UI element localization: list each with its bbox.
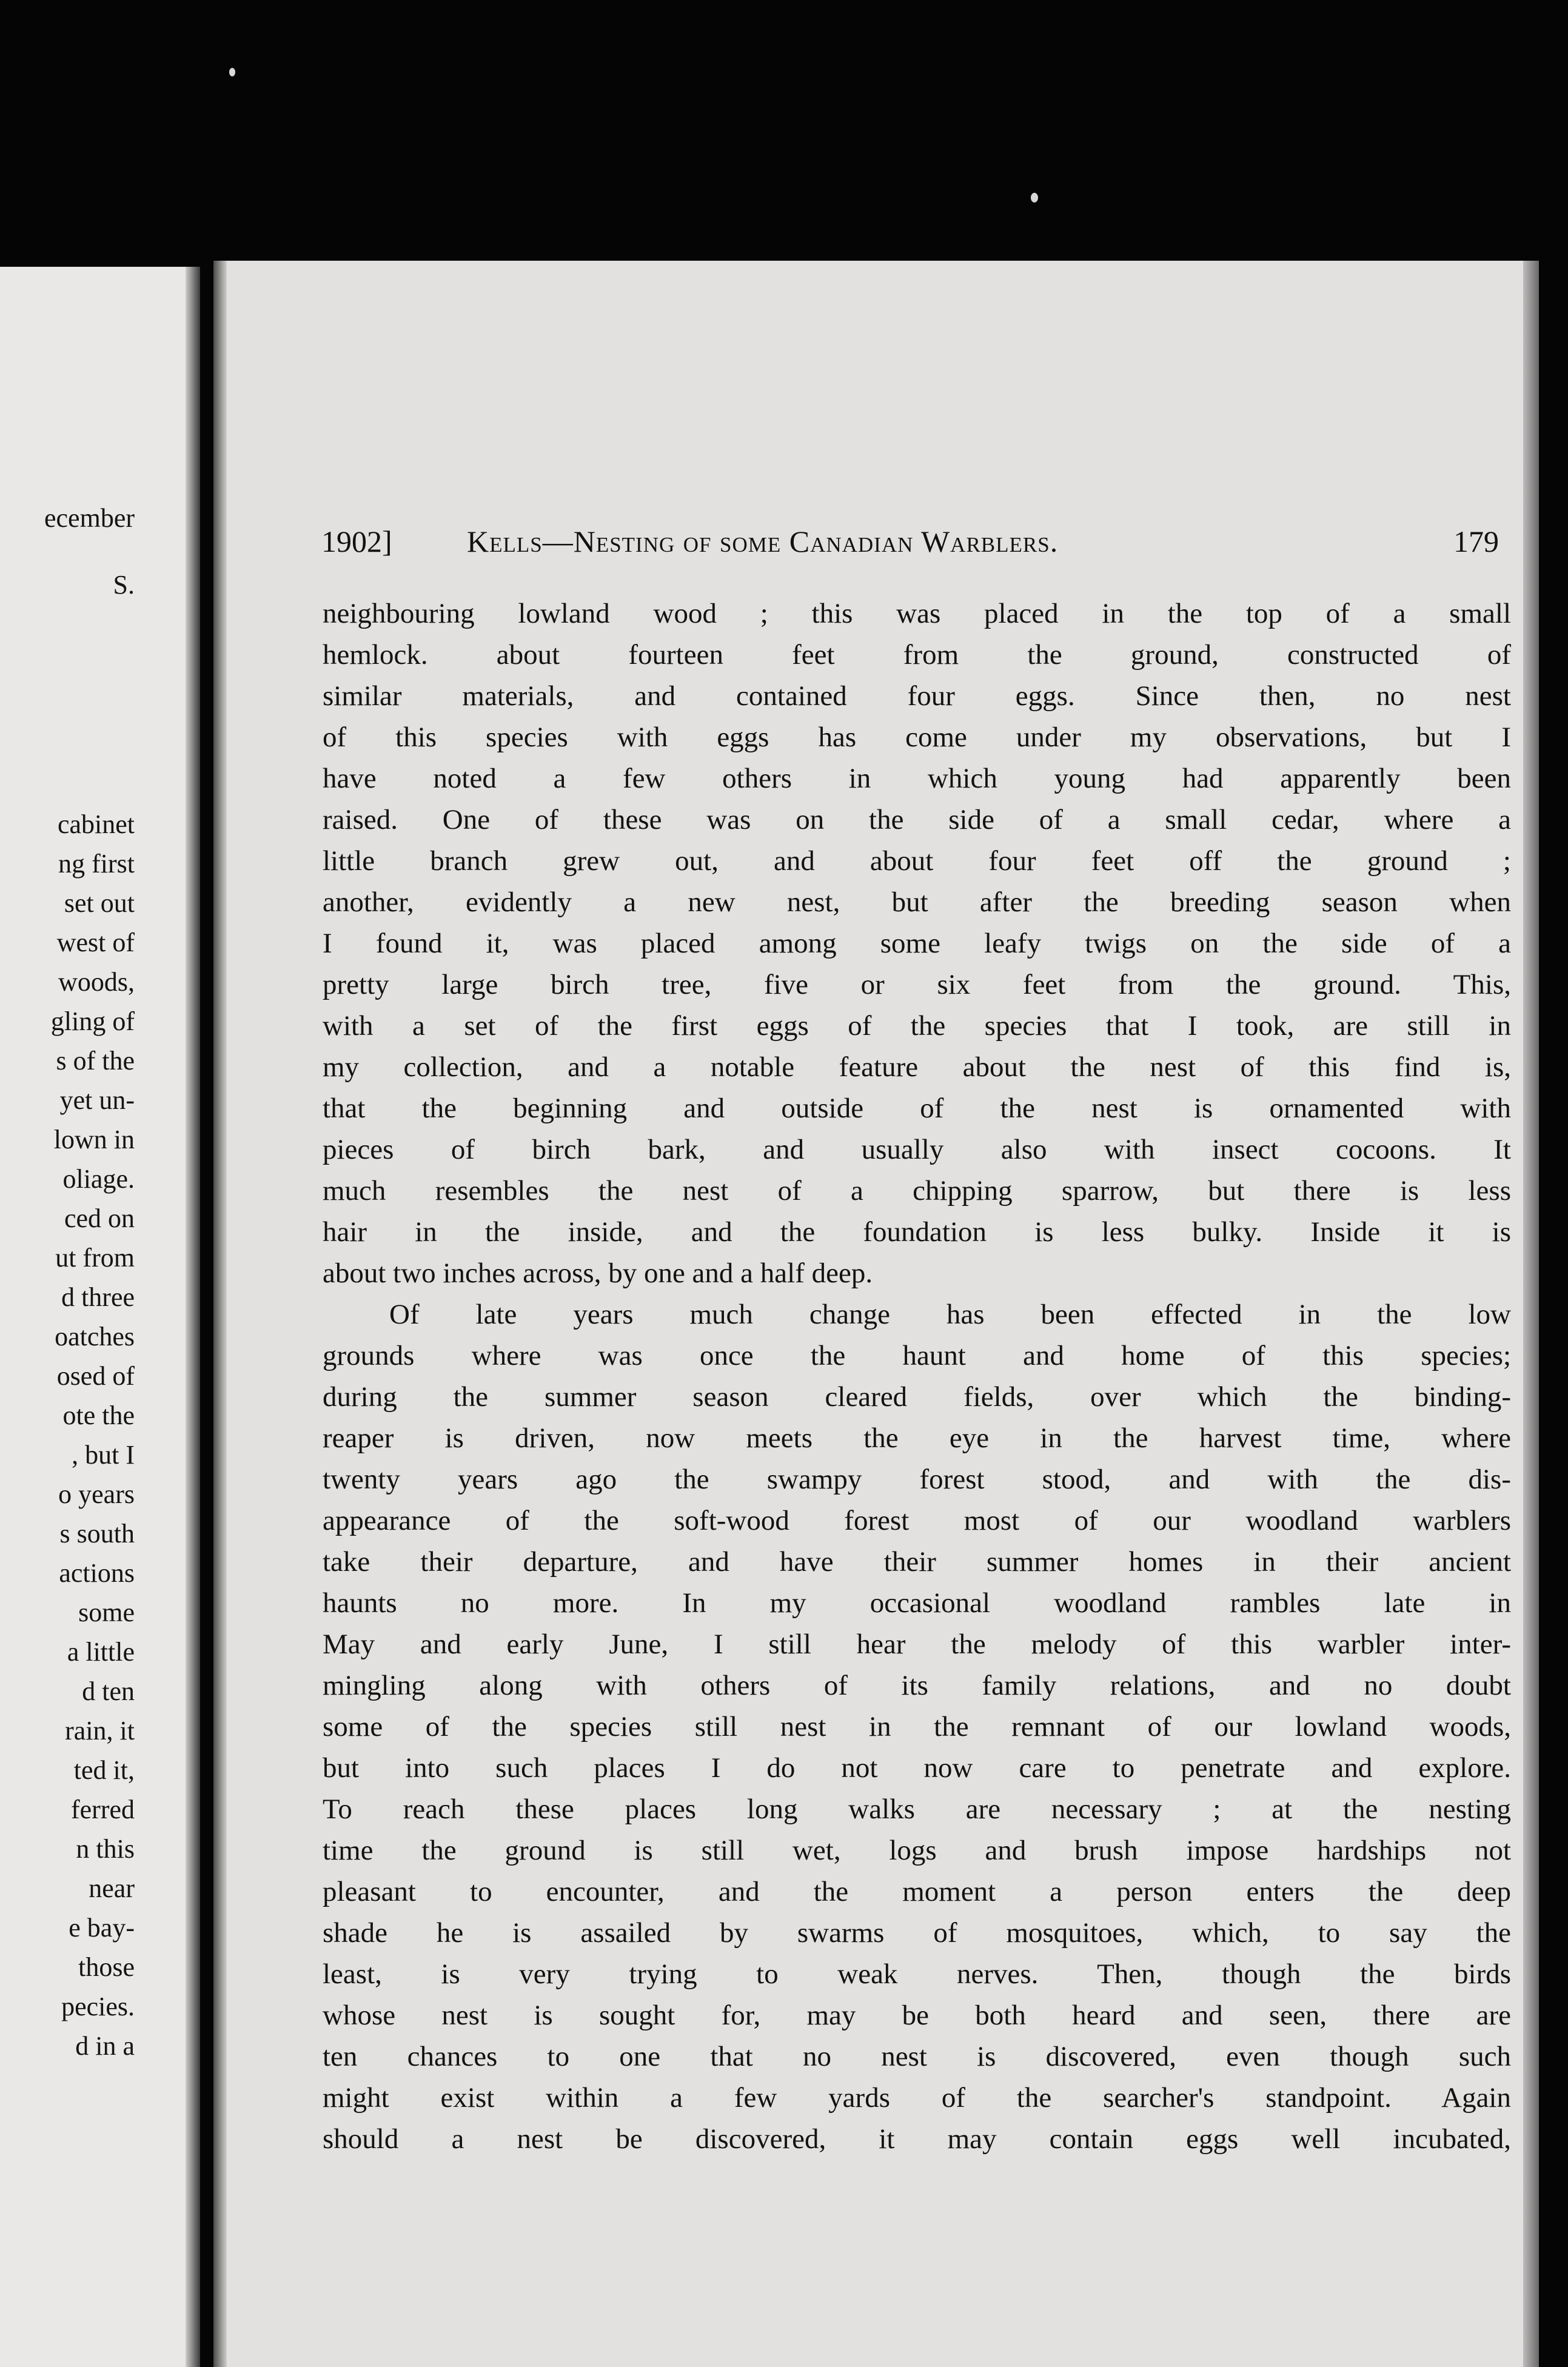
- previous-page-line: S.: [113, 570, 135, 600]
- text-line: grounds where was once the haunt and home of this species;: [323, 1340, 1511, 1371]
- running-header: [321, 520, 1499, 563]
- page-gutter: [186, 267, 200, 2367]
- previous-page-line: some: [78, 1598, 135, 1627]
- previous-page-line: d in a: [75, 2031, 135, 2061]
- page-left-edge: [213, 261, 227, 2367]
- text-line: should a nest be discovered, it may contain eggs well incubated,: [323, 2123, 1511, 2155]
- text-line: I found it, was placed among some leafy twigs on the side of a: [323, 928, 1511, 959]
- text-line: have noted a few others in which young had apparently been: [323, 763, 1511, 794]
- text-line: but into such places I do not now care to penetrate and explore.: [323, 1752, 1511, 1784]
- previous-page-line: s south: [59, 1519, 135, 1548]
- previous-page-line: d ten: [82, 1676, 135, 1706]
- text-line: with a set of the first eggs of the species that I took, are still in: [323, 1010, 1511, 1042]
- previous-page-line: n this: [76, 1834, 135, 1864]
- text-line: little branch grew out, and about four feet off the ground ;: [323, 845, 1511, 877]
- text-line: whose nest is sought for, may be both heard and seen, there are: [323, 2000, 1511, 2031]
- body-text: [323, 593, 1511, 2160]
- previous-page-line: d three: [61, 1282, 135, 1312]
- previous-page-line: osed of: [56, 1361, 135, 1391]
- text-line: much resembles the nest of a chipping sparrow, but there is less: [323, 1175, 1511, 1207]
- previous-page-line: yet un-: [59, 1085, 135, 1115]
- text-line: that the beginning and outside of the nest is ornamented with: [323, 1093, 1511, 1124]
- previous-page-line: actions: [59, 1558, 135, 1588]
- text-line: least, is very trying to weak nerves. Then, though the birds: [323, 1958, 1511, 1990]
- previous-page-line: oatches: [55, 1322, 135, 1351]
- page-number: 179: [1453, 524, 1499, 558]
- previous-page-line: ng first: [58, 849, 135, 879]
- page-right-edge: [1523, 261, 1539, 2367]
- previous-page-line: lown in: [53, 1125, 135, 1154]
- dust-speck: [229, 68, 235, 76]
- text-line: raised. One of these was on the side of a small cedar, where a: [323, 804, 1511, 835]
- text-line: twenty years ago the swampy forest stood, and with the dis-: [323, 1464, 1511, 1495]
- text-line: ten chances to one that no nest is discovered, even though such: [323, 2041, 1511, 2072]
- text-line: time the ground is still wet, logs and brush impose hardships not: [323, 1835, 1511, 1866]
- previous-page-line: a little: [67, 1637, 135, 1667]
- header-title: Kells—Nesting of some Canadian Warblers.: [467, 524, 1059, 558]
- header-year: 1902]: [321, 524, 392, 558]
- text-line: mingling along with others of its family relations, and no doubt: [323, 1670, 1511, 1701]
- previous-page-line: rain, it: [65, 1716, 135, 1746]
- text-line: pleasant to encounter, and the moment a person enters the deep: [323, 1876, 1511, 1907]
- previous-page-line: e bay-: [69, 1913, 135, 1943]
- text-line: Of late years much change has been effected in the low: [389, 1299, 1511, 1330]
- previous-page-line: o years: [58, 1479, 135, 1509]
- previous-page-line: , but I: [72, 1440, 135, 1470]
- text-line: shade he is assailed by swarms of mosquitoes, which, to say the: [323, 1917, 1511, 1949]
- text-line: reaper is driven, now meets the eye in the harvest time, where: [323, 1422, 1511, 1454]
- text-line: To reach these places long walks are necessary ; at the nesting: [323, 1793, 1511, 1825]
- text-line: hair in the inside, and the foundation is less bulky. Inside it is: [323, 1216, 1511, 1248]
- previous-page-line: s of the: [56, 1046, 135, 1076]
- previous-page-line: ut from: [55, 1243, 135, 1273]
- previous-page-line: those: [78, 1952, 135, 1982]
- previous-page-line: cabinet: [57, 809, 135, 839]
- dust-speck: [1031, 193, 1038, 203]
- previous-page-line: ote the: [62, 1401, 135, 1430]
- text-line: May and early June, I still hear the melody of this warbler inter-: [323, 1629, 1511, 1660]
- text-line: during the summer season cleared fields, over which the binding-: [323, 1381, 1511, 1413]
- text-line: of this species with eggs has come under my observations, but I: [323, 721, 1511, 753]
- text-line: pieces of birch bark, and usually also with insect cocoons. It: [323, 1134, 1511, 1165]
- previous-page-line: pecies.: [61, 1992, 135, 2021]
- previous-page-line: ced on: [64, 1204, 135, 1233]
- text-line: similar materials, and contained four eggs. Since then, no nest: [323, 680, 1511, 712]
- previous-page-line: west of: [56, 928, 135, 957]
- previous-page-line: ted it,: [73, 1755, 135, 1785]
- previous-page-line: ecember: [44, 503, 135, 533]
- text-line: my collection, and a notable feature about the nest of this find is,: [323, 1051, 1511, 1083]
- previous-page-line: gling of: [50, 1006, 135, 1036]
- previous-page-line: woods,: [58, 967, 135, 997]
- previous-page-line: set out: [64, 888, 135, 918]
- text-line: some of the species still nest in the remnant of our lowland woods,: [323, 1711, 1511, 1743]
- previous-page-line: near: [89, 1873, 135, 1903]
- text-line: haunts no more. In my occasional woodland rambles late in: [323, 1587, 1511, 1619]
- text-line: pretty large birch tree, five or six feet from the ground. This,: [323, 969, 1511, 1000]
- previous-page-line: ferred: [70, 1795, 135, 1824]
- text-line: take their departure, and have their summer homes in their ancient: [323, 1546, 1511, 1578]
- text-line: might exist within a few yards of the searcher's standpoint. Again: [323, 2082, 1511, 2114]
- text-line: appearance of the soft-wood forest most of our woodland warblers: [323, 1505, 1511, 1536]
- text-line: hemlock. about fourteen feet from the ground, constructed of: [323, 639, 1511, 671]
- current-page: [213, 261, 1539, 2367]
- text-line: about two inches across, by one and a half deep.: [323, 1257, 873, 1289]
- text-line: another, evidently a new nest, but after the breeding season when: [323, 886, 1511, 918]
- text-line: neighbouring lowland wood ; this was placed in the top of a small: [323, 598, 1511, 629]
- previous-page-line: oliage.: [62, 1164, 135, 1194]
- previous-page: [0, 267, 200, 2367]
